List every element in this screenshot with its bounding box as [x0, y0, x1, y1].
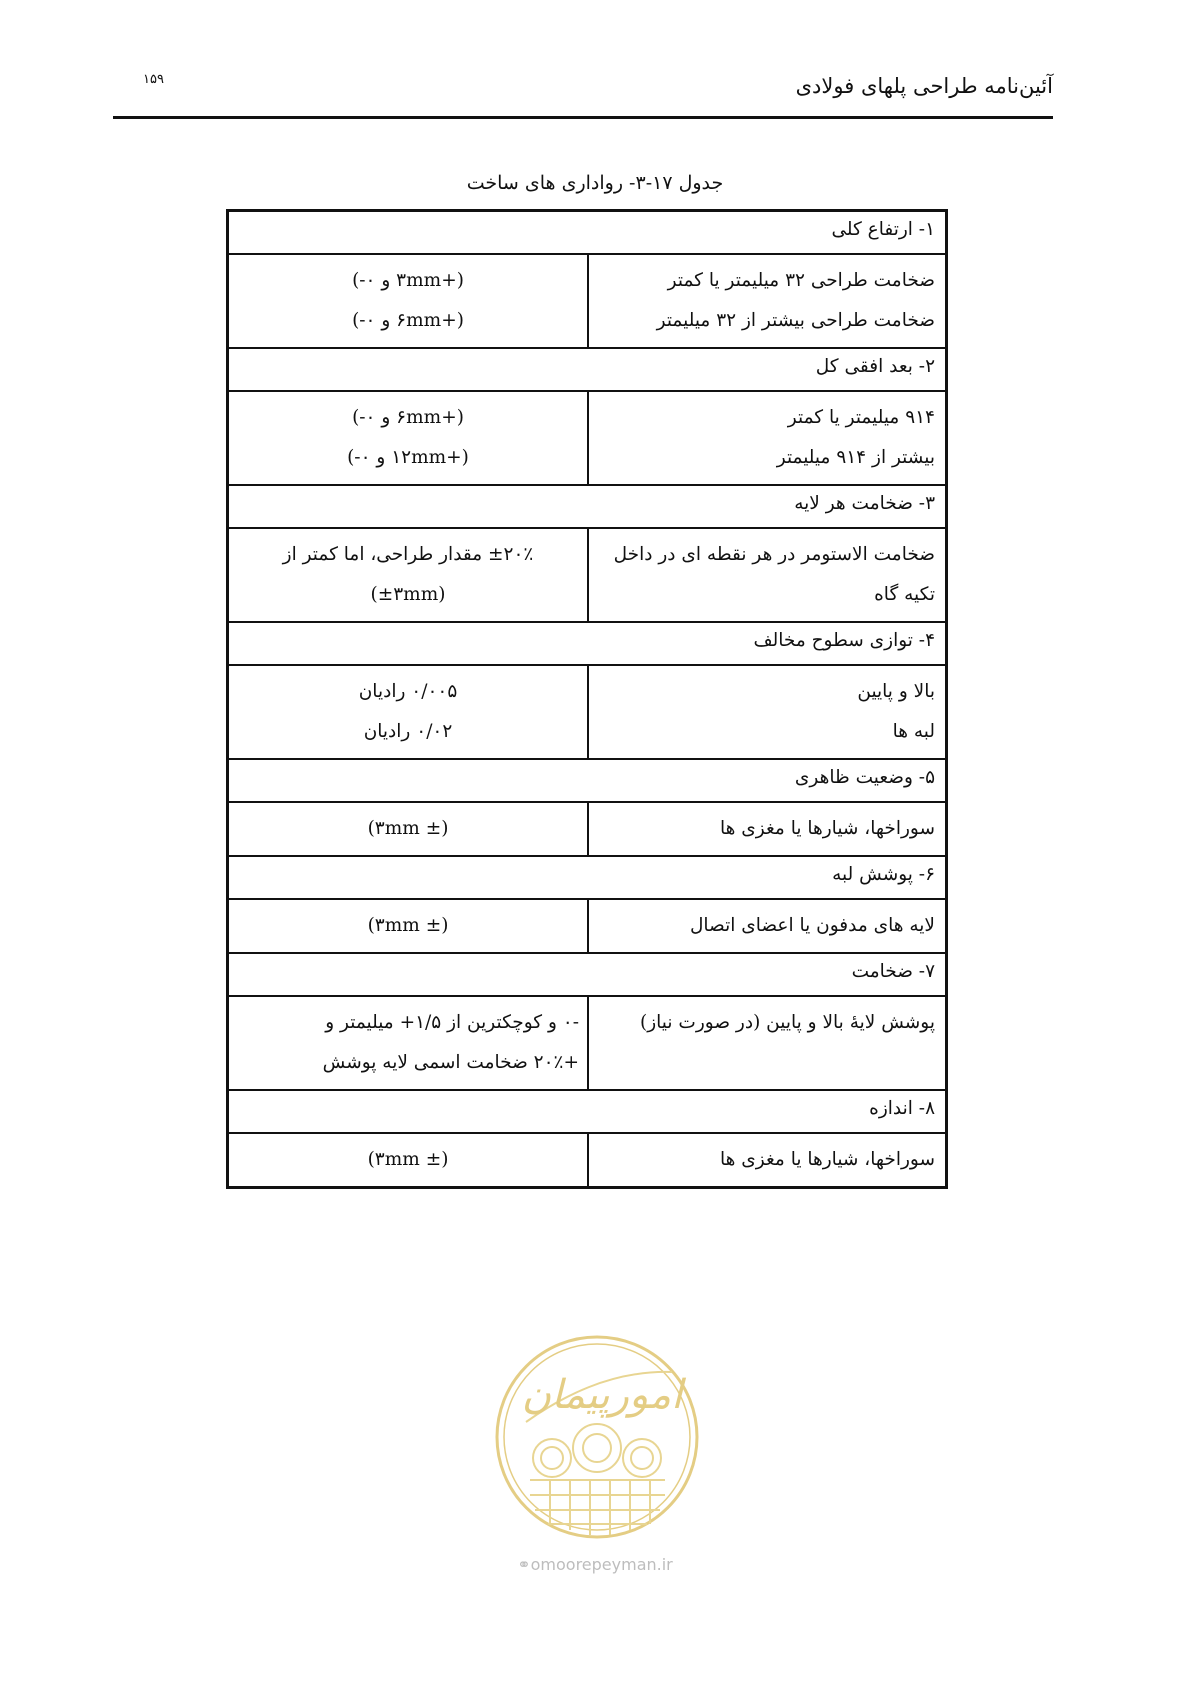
section-title: ۴- توازی سطوح مخالف: [228, 622, 947, 665]
row-label: ضخامت الاستومر در هر نقطه ای در داخل تکیه گاه: [613, 544, 935, 605]
globe-icon: ⚭: [517, 1555, 531, 1574]
tolerance-value: (±۳mm): [370, 584, 446, 605]
logo-text: امورپیمان: [521, 1372, 683, 1418]
page-number: ۱۵۹: [143, 72, 164, 87]
row-label: لبه ها: [892, 721, 935, 742]
row-label: سوراخها، شیارها یا مغزی ها: [720, 1149, 935, 1170]
tolerance-value: (+۶mm و ۰-): [352, 310, 464, 331]
section-title: ۲- بعد افقی کل: [228, 348, 947, 391]
tolerance-value: (+۱۲mm و ۰-): [347, 447, 469, 468]
row-label-cell: [588, 665, 947, 759]
tolerance-value: +۲۰٪ ضخامت اسمی لایه پوشش: [322, 1052, 579, 1073]
tolerance-value-cell: [228, 528, 589, 622]
row-label-cell: [588, 254, 947, 348]
page-header: [113, 66, 1053, 119]
row-label: بالا و پایین: [857, 681, 935, 702]
row-label: سوراخها، شیارها یا مغزی ها: [720, 818, 935, 839]
website-text: omoorepeyman.ir: [530, 1555, 673, 1574]
tolerance-value: ۰/۰۰۵ رادیان: [358, 681, 458, 702]
section-row: [228, 622, 947, 665]
tolerances-table: [226, 209, 948, 1189]
table-caption: جدول ۱۷-۳- رواداری های ساخت: [466, 172, 724, 194]
tolerance-value: (± ۳mm): [367, 915, 449, 936]
section-row: [228, 953, 947, 996]
tolerance-value-cell: [228, 391, 589, 485]
section-title: ۸- اندازه: [228, 1090, 947, 1133]
tolerance-value: -۰ و کوچکترین از ۱/۵+ میلیمتر و: [325, 1012, 579, 1033]
section-title: ۵- وضعیت ظاهری: [228, 759, 947, 802]
tolerance-value: (± ۳mm): [367, 1149, 449, 1170]
tolerance-value-cell: [228, 1133, 589, 1188]
section-row: [228, 1090, 947, 1133]
section-row: [228, 856, 947, 899]
row-label-cell: [588, 899, 947, 953]
section-row: [228, 759, 947, 802]
tolerance-value-cell: [228, 665, 589, 759]
tolerance-value-cell: [228, 899, 589, 953]
website-watermark: [0, 1555, 1190, 1574]
section-title: ۱- ارتفاع کلی: [228, 211, 947, 255]
table-row: [228, 391, 947, 485]
table-row: [228, 996, 947, 1090]
section-title: ۷- ضخامت: [228, 953, 947, 996]
section-title: ۶- پوشش لبه: [228, 856, 947, 899]
row-label-cell: [588, 391, 947, 485]
tolerance-value: (+۳mm و ۰-): [352, 270, 464, 291]
row-label: ضخامت طراحی بیشتر از ۳۲ میلیمتر: [656, 310, 935, 331]
row-label: لایه های مدفون یا اعضای اتصال: [689, 915, 935, 936]
row-label-cell: [588, 528, 947, 622]
row-label: ضخامت طراحی ۳۲ میلیمتر یا کمتر: [667, 270, 935, 291]
tolerance-value-cell: [228, 996, 589, 1090]
section-row: [228, 348, 947, 391]
row-label: ۹۱۴ میلیمتر یا کمتر: [787, 407, 935, 428]
section-row: [228, 211, 947, 255]
row-label: بیشتر از ۹۱۴ میلیمتر: [776, 447, 935, 468]
tolerance-value-cell: [228, 802, 589, 856]
row-label: پوشش لایهٔ بالا و پایین (در صورت نیاز): [640, 1012, 935, 1033]
row-label-cell: [588, 1133, 947, 1188]
section-row: [228, 485, 947, 528]
table-row: [228, 528, 947, 622]
gear-scale-logo: [490, 1330, 705, 1545]
table-row: [228, 1133, 947, 1188]
tolerance-value: (+۶mm و ۰-): [352, 407, 464, 428]
row-label-cell: [588, 802, 947, 856]
table-row: [228, 665, 947, 759]
tolerance-value-cell: [228, 254, 589, 348]
table-row: [228, 802, 947, 856]
tolerance-value: ±۲۰٪ مقدار طراحی، اما کمتر از: [282, 544, 534, 565]
book-title: آئین‌نامه طراحی پلهای فولادی: [795, 74, 1053, 98]
table-row: [228, 254, 947, 348]
tolerance-value: (± ۳mm): [367, 818, 449, 839]
row-label-cell: [588, 996, 947, 1090]
section-title: ۳- ضخامت هر لایه: [228, 485, 947, 528]
tolerance-value: ۰/۰۲ رادیان: [363, 721, 453, 742]
table-row: [228, 899, 947, 953]
